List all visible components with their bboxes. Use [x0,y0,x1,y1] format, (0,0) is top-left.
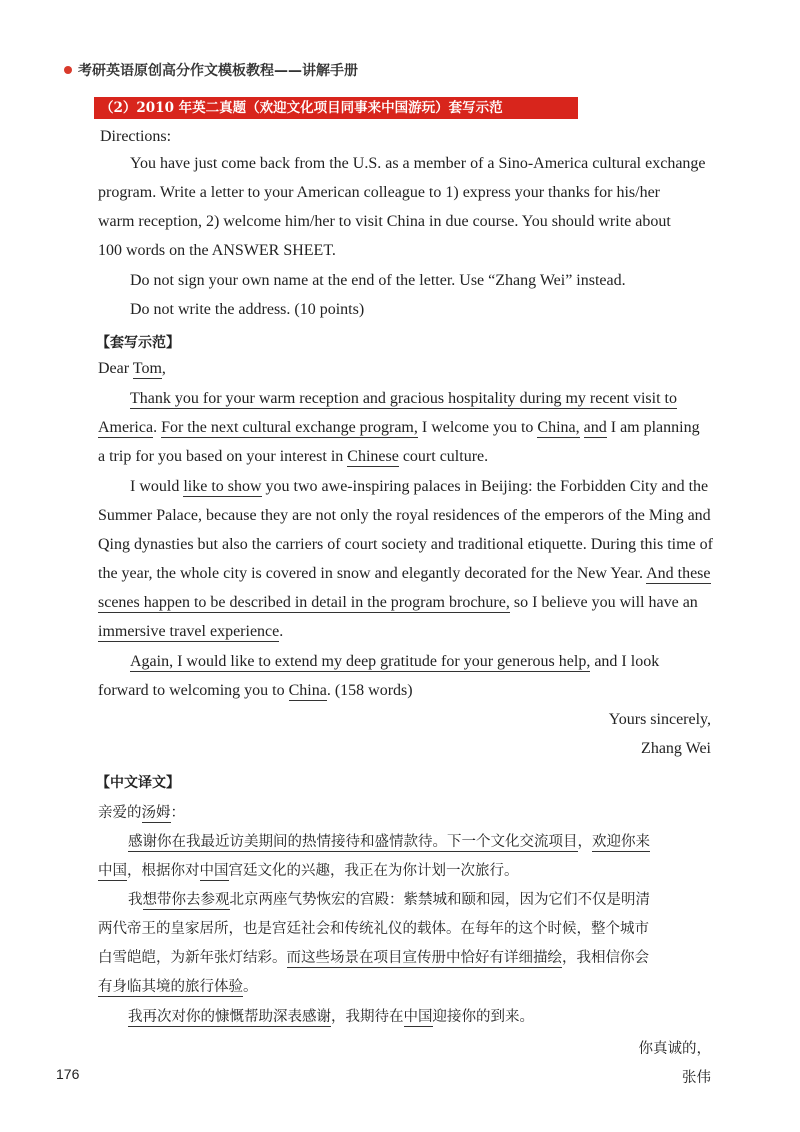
page-number: 176 [56,1066,80,1082]
letter-signature: Zhang Wei [641,740,711,757]
letter-para2-line: I would like to show you two awe-inspiring palaces in Beijing: the Forbidden City and the [130,478,709,495]
translation-para2-line: 有身临其境的旅行体验。 [98,979,258,995]
letter-para2-line: immersive travel experience. [98,623,284,640]
directions-line: You have just come back from the U.S. as a member of a Sino-America cultural exchange [130,155,706,172]
letter-para3-line: Again, I would like to extend my deep gratitude for your generous help, and I look [130,653,660,670]
bullet-dot-icon [64,66,72,74]
translation-para3-line: 我再次对你的慷慨帮助深表感谢，我期待在中国迎接你的到来。 [128,1009,534,1025]
letter-salutation: Dear Tom, [98,360,166,377]
translation-para1-line: 中国，根据你对中国宫廷文化的兴趣，我正在为你计划一次旅行。 [98,863,519,879]
translation-salutation: 亲爱的汤姆： [98,805,185,821]
translation-closing: 你真诚的， [638,1041,711,1057]
directions-line: Do not write the address. (10 points) [130,301,365,318]
directions-line: program. Write a letter to your American colleague to 1) express your thanks for his/her [98,184,660,201]
translation-section-label: 【中文译文】 [96,775,180,791]
letter-para1-line: Thank you for your warm reception and gracious hospitality during my recent visit to [130,390,677,407]
book-header-title: 考研英语原创高分作文模板教程——讲解手册 [78,63,358,79]
letter-closing: Yours sincerely, [608,711,711,728]
letter-para3-line: forward to welcoming you to China. (158 words) [98,682,413,699]
letter-para2-line: the year, the whole city is covered in snow and elegantly decorated for the New Year. And these [98,565,711,582]
translation-signature: 张伟 [682,1070,711,1086]
sample-section-label: 【套写示范】 [96,335,180,351]
translation-para2-line: 两代帝王的皇家居所，也是宫廷社会和传统礼仪的载体。在每年的这个时候，整个城市 [98,921,649,937]
letter-para2-line: scenes happen to be described in detail in the program brochure, so I believe you will have an [98,594,698,611]
letter-para2-line: Qing dynasties but also the carriers of court society and traditional etiquette. During this time of [98,536,713,553]
section-banner: （2）2010 年英二真题（欢迎文化项目同事来中国游玩）套写示范 [94,97,578,119]
directions-label: Directions: [100,128,172,145]
translation-para1-line: 感谢你在我最近访美期间的热情接待和盛情款待。下一个文化交流项目，欢迎你来 [128,834,650,850]
letter-para2-line: Summer Palace, because they are not only the royal residences of the emperors of the Ming and [98,507,711,524]
directions-line: warm reception, 2) welcome him/her to visit China in due course. You should write about [98,213,671,230]
letter-para1-line: America. For the next cultural exchange program, I welcome you to China, and I am planning [98,419,700,436]
letter-para1-line: a trip for you based on your interest in Chinese court culture. [98,448,489,465]
translation-para2-line: 我想带你去参观北京两座气势恢宏的宫殿：紫禁城和颐和园，因为它们不仅是明清 [128,892,650,908]
translation-para2-line: 白雪皑皑，为新年张灯结彩。而这些场景在项目宣传册中恰好有详细描绘，我相信你会 [98,950,649,966]
directions-line: 100 words on the ANSWER SHEET. [98,242,336,259]
directions-line: Do not sign your own name at the end of the letter. Use “Zhang Wei” instead. [130,272,626,289]
